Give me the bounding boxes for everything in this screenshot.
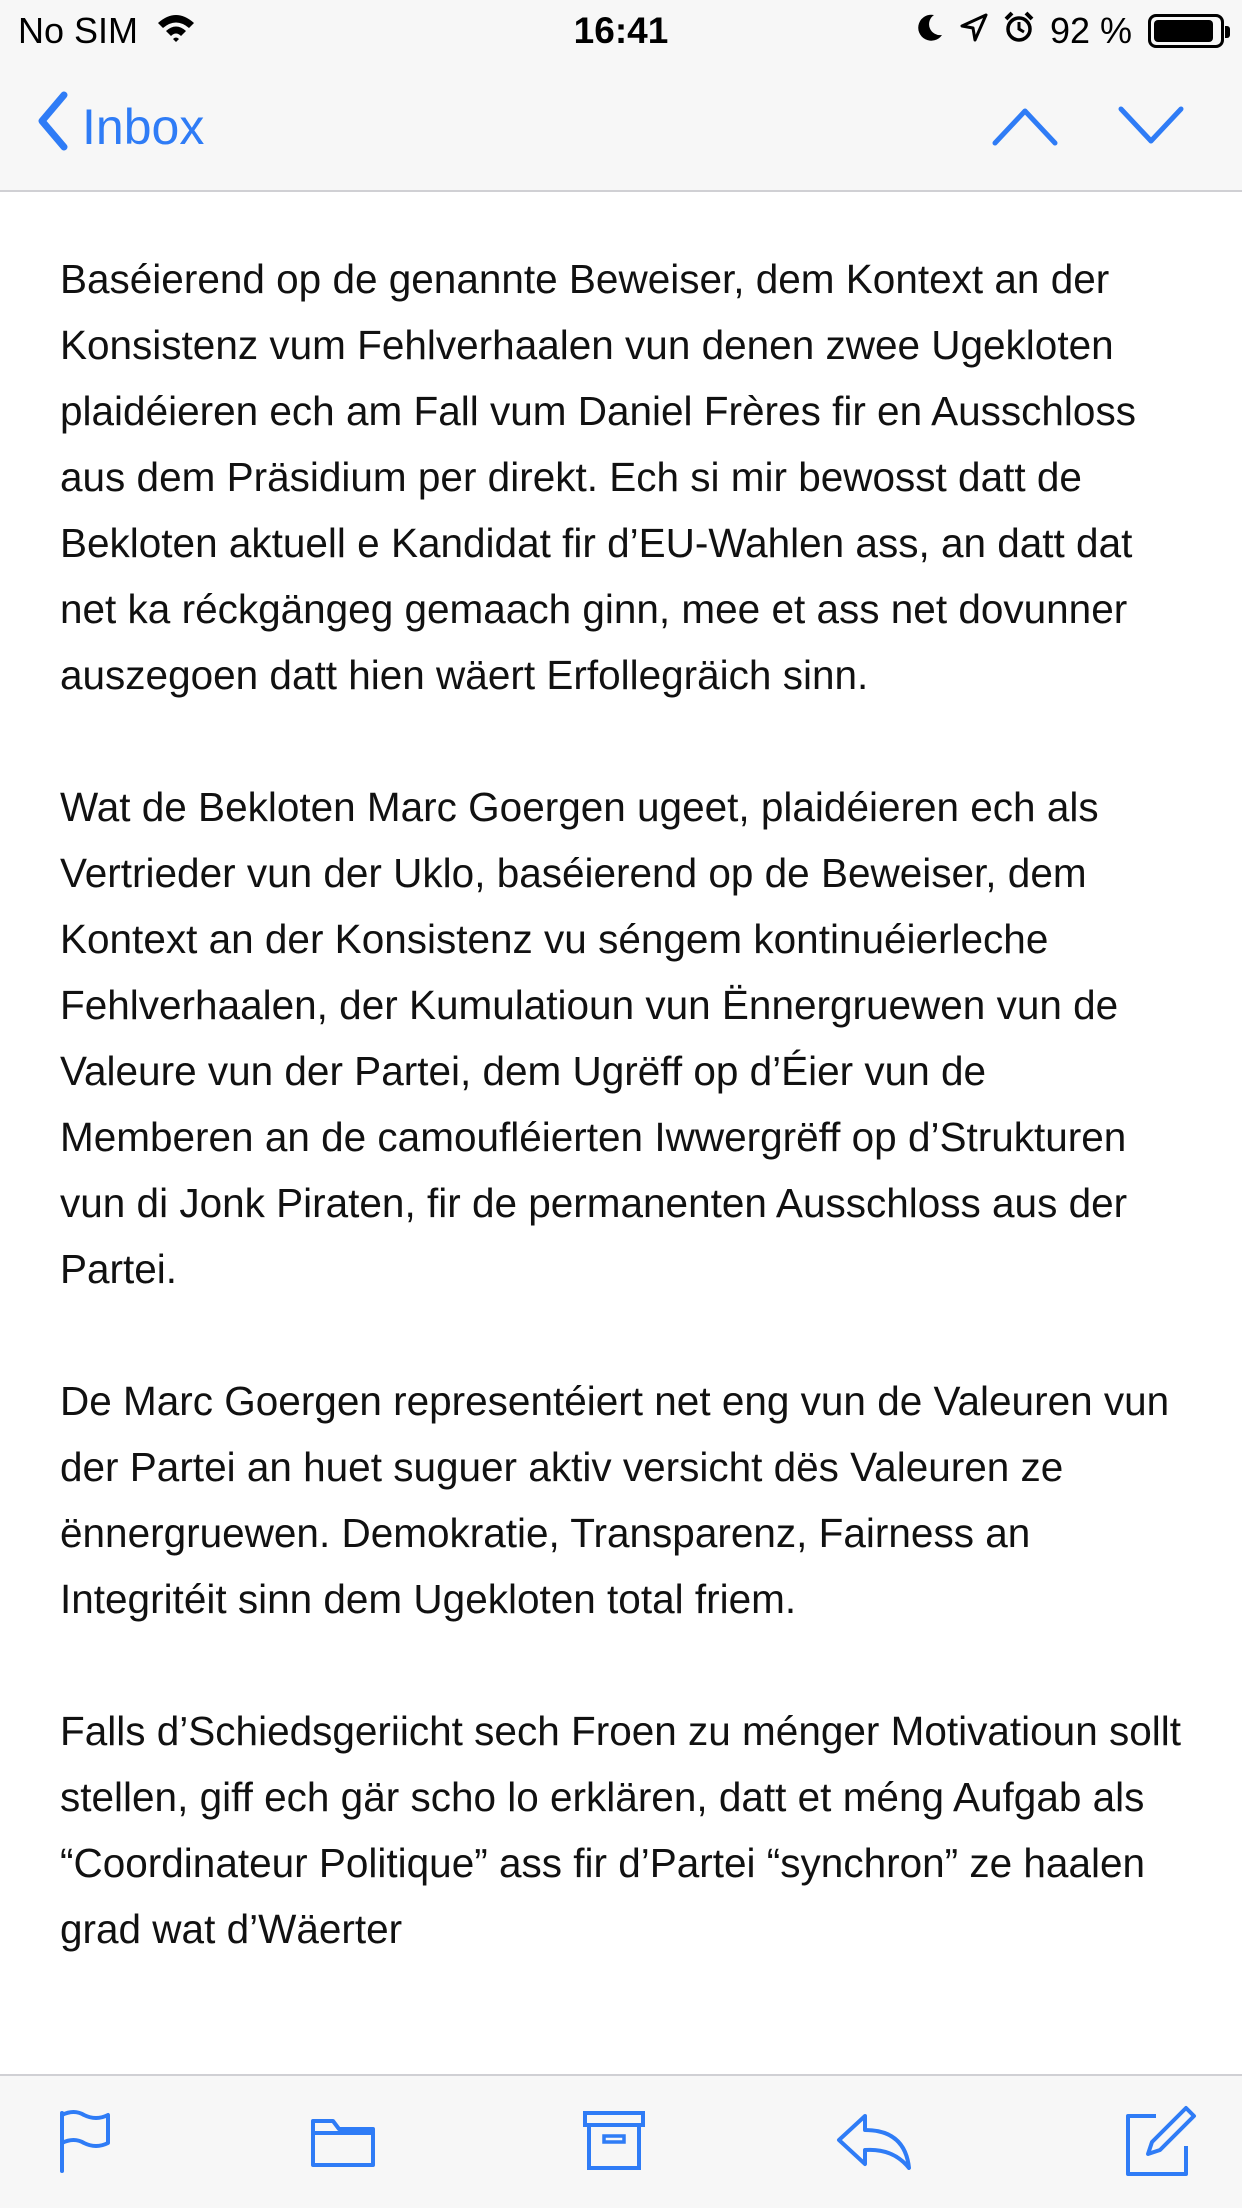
status-time: 16:41 <box>573 10 669 51</box>
move-to-folder-button[interactable] <box>303 2108 383 2178</box>
body-paragraph: Wat de Bekloten Marc Goergen ugeet, plaidéieren ech als Vertrieder vun der Uklo, baséierend op de Beweiser, dem Kontext an der Konsistenz vu séngem kontinuéierleche Fehlverhaalen, der Kumulatioun vun Ënnergruewen vun de Valeure vun der Partei, dem Ugrëff op d’Éier vun de Memberen an de camoufléierten Iwwergrëff op d’Strukturen vun di Jonk Piraten, fir de permanenten Ausschloss aus der Partei. <box>60 784 1128 1292</box>
back-label: Inbox <box>82 99 205 155</box>
battery-percent: 92 % <box>1049 10 1132 51</box>
location-icon <box>960 10 988 52</box>
body-paragraph: Baséierend op de genannte Beweiser, dem Kontext an der Konsistenz vum Fehlverhaalen vun denen zwee Ugekloten plaidéieren ech am Fall vum Daniel Frères fir en Ausschloss aus dem Präsidium per direkt. Ech si mir bewosst datt de Bekloten aktuell e Kandidat fir d’EU-Wahlen ass, an datt dat net ka réckgängeg gemaach ginn, mee et ass net dovunner auszegoen datt hien wäert Erfollegräich sinn. <box>60 256 1136 698</box>
back-to-inbox-button[interactable] <box>36 94 204 160</box>
body-paragraph: De Marc Goergen representéiert net eng vun de Valeuren vun der Partei an huet suguer aktiv versicht dës Valeuren ze ënnergruewen. Demokratie, Transparenz, Fairness an Integritéit sinn dem Ugekloten total friem. <box>60 1378 1170 1622</box>
status-bar <box>0 0 1242 60</box>
carrier-label: No SIM <box>18 10 139 51</box>
previous-message-button[interactable] <box>990 98 1060 158</box>
next-message-button[interactable] <box>1116 98 1186 158</box>
archive-button[interactable] <box>574 2108 654 2178</box>
alarm-icon <box>1004 10 1034 52</box>
archive-icon <box>582 2110 646 2177</box>
body-paragraph: Falls d’Schiedsgeriicht sech Froen zu ménger Motivatioun sollt stellen, giff ech gär scho lo erklären, datt et méng Aufgab als “Coordinateur Politique” ass fir d’Partei “synchron” ze haalen grad wat d’Wäerter <box>60 1708 1182 1952</box>
chevron-up-icon <box>992 106 1058 151</box>
reply-icon <box>835 2112 913 2175</box>
message-navigation <box>934 98 1186 158</box>
message-body[interactable] <box>60 192 1190 2074</box>
battery-fill <box>1154 20 1213 42</box>
status-right <box>900 10 1224 52</box>
chevron-down-icon <box>1118 106 1184 151</box>
compose-icon <box>1122 2104 1198 2183</box>
compose-button[interactable] <box>1120 2108 1200 2178</box>
folder-icon <box>309 2113 377 2174</box>
battery-icon <box>1148 14 1224 48</box>
bottom-toolbar <box>0 2074 1242 2208</box>
moon-icon <box>916 10 944 52</box>
reply-button[interactable] <box>834 2108 914 2178</box>
chevron-left-icon <box>36 91 82 163</box>
flag-button[interactable] <box>44 2108 124 2178</box>
nav-bar <box>0 60 1242 192</box>
flag-icon <box>56 2109 112 2178</box>
